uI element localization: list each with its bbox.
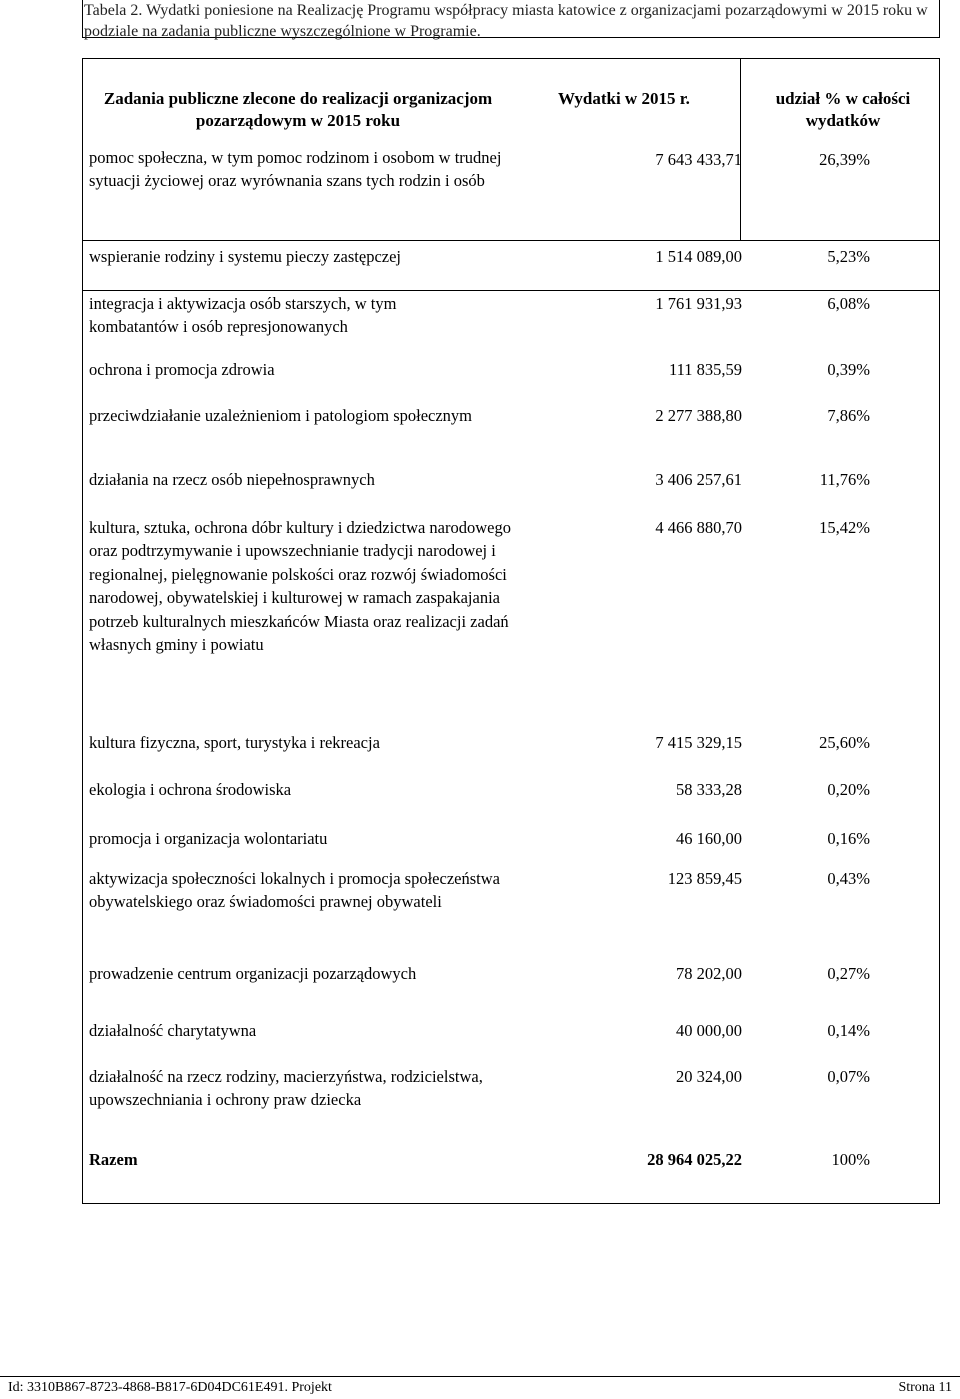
table-row-amount: 78 202,00 xyxy=(676,964,742,983)
table-caption: Tabela 2. Wydatki poniesione na Realizację Programu współpracy miasta katowice z organizacjami pozarządowymi w 2015 roku w podziale na zadania publiczne wyszczególnione w Programie. xyxy=(84,2,928,40)
table-row-amount: 7 415 329,15 xyxy=(655,733,742,752)
table-row-amount: 3 406 257,61 xyxy=(655,470,742,489)
table-row-share: 15,42% xyxy=(819,518,870,537)
table-row-share: 5,23% xyxy=(827,247,870,266)
header-amount: Wydatki w 2015 r. xyxy=(558,89,690,108)
table-row-amount: 1 514 089,00 xyxy=(655,247,742,266)
table-row-share: 26,39% xyxy=(819,150,870,169)
table-row-amount: 1 761 931,93 xyxy=(655,294,742,313)
total-share: 100% xyxy=(831,1150,870,1169)
table-row-task: przeciwdziałanie uzależnieniom i patologiom społecznym xyxy=(89,406,473,425)
row-divider xyxy=(82,290,940,291)
footer-divider xyxy=(0,1376,960,1377)
table-row-amount: 40 000,00 xyxy=(676,1021,742,1040)
table-row-share: 25,60% xyxy=(819,733,870,752)
header-bottom-border xyxy=(82,240,940,241)
table-row-share: 0,27% xyxy=(827,964,870,983)
table-row-task: prowadzenie centrum organizacji pozarządowych xyxy=(89,964,417,983)
table-row-task: ekologia i ochrona środowiska xyxy=(89,780,292,799)
table-row-amount: 123 859,45 xyxy=(667,869,742,888)
header-share: udział % w całości wydatków xyxy=(775,89,911,130)
table-row-amount: 2 277 388,80 xyxy=(655,406,742,425)
table-row-share: 0,14% xyxy=(827,1021,870,1040)
table-row-amount: 7 643 433,71 xyxy=(655,150,742,169)
table-row-task: działalność charytatywna xyxy=(89,1021,257,1040)
total-label: Razem xyxy=(89,1150,138,1169)
table-row-share: 0,20% xyxy=(827,780,870,799)
table-row-task: pomoc społeczna, w tym pomoc rodzinom i osobom w trudnej sytuacji życiowej oraz wyrównania szans tych rodzin i osób xyxy=(89,148,502,191)
table-row-task: aktywizacja społeczności lokalnych i promocja społeczeństwa obywatelskiego oraz świadomości prawnej obywateli xyxy=(89,869,500,912)
table-row-amount: 20 324,00 xyxy=(676,1067,742,1086)
table-row-share: 0,39% xyxy=(827,360,870,379)
table-row-share: 11,76% xyxy=(819,470,870,489)
header-task: Zadania publiczne zlecone do realizacji organizacjom pozarządowym w 2015 roku xyxy=(103,89,493,130)
table-row-amount: 111 835,59 xyxy=(668,360,742,379)
table-row-task: działalność na rzecz rodziny, macierzyństwa, rodzicielstwa, upowszechniania i ochrony praw dziecka xyxy=(89,1067,483,1110)
table-row-share: 0,07% xyxy=(827,1067,870,1086)
table-row-task: promocja i organizacja wolontariatu xyxy=(89,829,328,848)
table-row-share: 7,86% xyxy=(827,406,870,425)
table-row-task: działania na rzecz osób niepełnosprawnych xyxy=(89,470,375,489)
total-amount: 28 964 025,22 xyxy=(647,1150,742,1169)
table-row-task: integracja i aktywizacja osób starszych, w tym kombatantów i osób represjonowanych xyxy=(89,294,397,337)
document-id: Id: 3310B867-8723-4868-B817-6D04DC61E491. Projekt xyxy=(8,1380,332,1395)
table-row-task: wspieranie rodziny i systemu pieczy zastępczej xyxy=(89,247,402,266)
page-number: Strona 11 xyxy=(898,1380,952,1395)
table-row-share: 6,08% xyxy=(827,294,870,313)
table-row-share: 0,43% xyxy=(827,869,870,888)
table-row-amount: 46 160,00 xyxy=(676,829,742,848)
table-row-share: 0,16% xyxy=(827,829,870,848)
table-row-amount: 4 466 880,70 xyxy=(655,518,742,537)
table-row-amount: 58 333,28 xyxy=(676,780,742,799)
table-row-task: kultura, sztuka, ochrona dóbr kultury i dziedzictwa narodowego oraz podtrzymywanie i upowszechnianie tradycji narodowej i regionalnej, pielęgnowanie polskości oraz rozwój świadomości narodowej, obywatelskiej i kulturowej w ramach zaspakajania potrzeb kulturalnych mieszkańców Miasta oraz realizacji zadań własnych gminy i powiatu xyxy=(89,518,511,655)
table-row-task: kultura fizyczna, sport, turystyka i rekreacja xyxy=(89,733,380,752)
table-row-task: ochrona i promocja zdrowia xyxy=(89,360,275,379)
